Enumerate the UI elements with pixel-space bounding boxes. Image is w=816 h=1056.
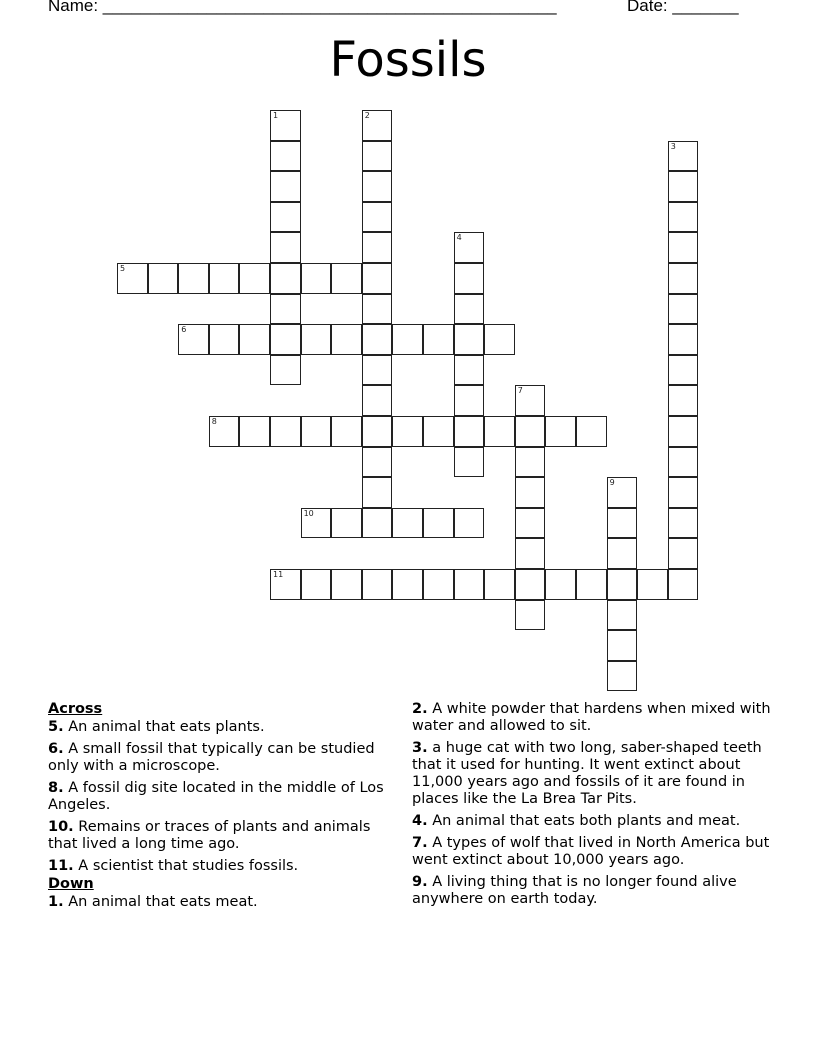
crossword-cell[interactable] <box>607 508 638 539</box>
clue-text: An animal that eats both plants and meat. <box>432 813 741 829</box>
clue-across-11 <box>48 858 393 875</box>
crossword-cell[interactable] <box>515 538 546 569</box>
crossword-cell[interactable] <box>239 263 270 294</box>
crossword-cell[interactable] <box>178 324 209 355</box>
clue-down-9 <box>412 874 772 908</box>
crossword-cell[interactable] <box>270 416 301 447</box>
page-title: Fossils <box>329 32 487 88</box>
cell-number: 4 <box>456 233 462 243</box>
date-field-label: Date: _______ <box>627 0 739 15</box>
crossword-cell[interactable] <box>362 141 393 172</box>
crossword-cell[interactable] <box>668 508 699 539</box>
crossword-cell[interactable] <box>668 569 699 600</box>
crossword-cell[interactable] <box>607 477 638 508</box>
crossword-cell[interactable] <box>239 324 270 355</box>
crossword-cell[interactable] <box>331 569 362 600</box>
clues-left-column <box>48 701 393 916</box>
clue-number: 9. <box>412 874 428 890</box>
crossword-cell[interactable] <box>209 416 240 447</box>
crossword-cell[interactable] <box>637 569 668 600</box>
crossword-cell[interactable] <box>607 630 638 661</box>
crossword-cell[interactable] <box>362 324 393 355</box>
crossword-cell[interactable] <box>515 600 546 631</box>
crossword-cell[interactable] <box>270 294 301 325</box>
clue-across-6 <box>48 741 393 775</box>
crossword-cell[interactable] <box>270 355 301 386</box>
crossword-cell[interactable] <box>668 141 699 172</box>
clue-number: 5. <box>48 719 64 735</box>
crossword-cell[interactable] <box>607 661 638 692</box>
cell-number: 10 <box>303 508 314 518</box>
crossword-cell[interactable] <box>484 569 515 600</box>
name-field-label: Name: ________________________________________________ <box>48 0 557 15</box>
crossword-cell[interactable] <box>362 232 393 263</box>
clue-text: A small fossil that typically can be studied only with a microscope. <box>48 741 375 774</box>
clue-number: 1. <box>48 894 64 910</box>
clue-number: 2. <box>412 701 428 717</box>
crossword-cell[interactable] <box>301 569 332 600</box>
crossword-cell[interactable] <box>270 263 301 294</box>
crossword-cell[interactable] <box>668 416 699 447</box>
crossword-cell[interactable] <box>484 324 515 355</box>
crossword-cell[interactable] <box>545 569 576 600</box>
clue-across-10 <box>48 819 393 853</box>
crossword-cell[interactable] <box>148 263 179 294</box>
crossword-cell[interactable] <box>331 263 362 294</box>
crossword-cell[interactable] <box>392 569 423 600</box>
cell-number: 11 <box>273 570 284 579</box>
crossword-cell[interactable] <box>362 355 393 386</box>
crossword-cell[interactable] <box>515 447 546 478</box>
clue-number: 4. <box>412 813 428 829</box>
crossword-cell[interactable] <box>392 324 423 355</box>
crossword-cell[interactable] <box>362 171 393 202</box>
crossword-cell[interactable] <box>668 385 699 416</box>
crossword-cell[interactable] <box>668 263 699 294</box>
crossword-cell[interactable] <box>576 416 607 447</box>
clue-number: 11. <box>48 858 74 874</box>
crossword-cell[interactable] <box>362 569 393 600</box>
crossword-cell[interactable] <box>668 355 699 386</box>
crossword-cell[interactable] <box>484 416 515 447</box>
crossword-cell[interactable] <box>362 447 393 478</box>
crossword-cell[interactable] <box>454 355 485 386</box>
clue-across-5 <box>48 719 393 736</box>
crossword-cell[interactable] <box>270 171 301 202</box>
crossword-cell[interactable] <box>515 477 546 508</box>
crossword-cell[interactable] <box>117 263 148 294</box>
clue-down-2 <box>412 701 772 735</box>
crossword-cell[interactable] <box>454 263 485 294</box>
crossword-cell[interactable] <box>331 508 362 539</box>
crossword-cell[interactable] <box>423 416 454 447</box>
crossword-cell[interactable] <box>607 569 638 600</box>
clue-number: 7. <box>412 835 428 851</box>
crossword-cell[interactable] <box>515 569 546 600</box>
crossword-cell[interactable] <box>301 416 332 447</box>
crossword-cell[interactable] <box>301 324 332 355</box>
crossword-cell[interactable] <box>301 263 332 294</box>
crossword-cell[interactable] <box>392 416 423 447</box>
crossword-cell[interactable] <box>668 477 699 508</box>
clue-text: A fossil dig site located in the middle of Los Angeles. <box>48 780 384 813</box>
clue-number: 3. <box>412 740 428 756</box>
crossword-cell[interactable] <box>515 385 546 416</box>
crossword-cell[interactable] <box>209 263 240 294</box>
crossword-cell[interactable] <box>392 508 423 539</box>
clue-across-8 <box>48 780 393 814</box>
cell-number: 1 <box>273 111 279 120</box>
crossword-cell[interactable] <box>515 416 546 447</box>
crossword-cell[interactable] <box>668 171 699 202</box>
crossword-cell[interactable] <box>454 447 485 478</box>
crossword-cell[interactable] <box>270 202 301 233</box>
crossword-cell[interactable] <box>362 508 393 539</box>
crossword-cell[interactable] <box>423 324 454 355</box>
clue-text: An animal that eats meat. <box>68 894 258 910</box>
clue-text: a huge cat with two long, saber-shaped teeth that it used for hunting. It went extinct about 11,000 years ago and fossils of it are found in places like the La Brea Tar Pits. <box>412 740 762 807</box>
crossword-cell[interactable] <box>515 508 546 539</box>
clue-text: A white powder that hardens when mixed with water and allowed to sit. <box>412 701 771 734</box>
crossword-cell[interactable] <box>331 416 362 447</box>
crossword-cell[interactable] <box>668 324 699 355</box>
cell-number: 7 <box>517 386 523 396</box>
clue-number: 6. <box>48 741 64 757</box>
crossword-cell[interactable] <box>423 569 454 600</box>
clue-text: A types of wolf that lived in North America but went extinct about 10,000 years ago. <box>412 835 770 868</box>
crossword-cell[interactable] <box>454 232 485 263</box>
across-heading: Across <box>48 701 103 717</box>
crossword-cell[interactable] <box>301 508 332 539</box>
crossword-cell[interactable] <box>454 416 485 447</box>
crossword-cell[interactable] <box>668 538 699 569</box>
clue-down-4 <box>412 813 772 830</box>
clue-text: An animal that eats plants. <box>68 719 265 735</box>
crossword-cell[interactable] <box>178 263 209 294</box>
crossword-cell[interactable] <box>668 232 699 263</box>
crossword-cell[interactable] <box>239 416 270 447</box>
crossword-cell[interactable] <box>362 477 393 508</box>
down-heading: Down <box>48 876 94 892</box>
clue-number: 8. <box>48 780 64 796</box>
crossword-cell[interactable] <box>454 508 485 539</box>
crossword-cell[interactable] <box>423 508 454 539</box>
cell-number: 2 <box>364 111 370 120</box>
crossword-cell[interactable] <box>668 294 699 325</box>
crossword-cell[interactable] <box>454 324 485 355</box>
crossword-cell[interactable] <box>209 324 240 355</box>
crossword-cell[interactable] <box>545 416 576 447</box>
crossword-cell[interactable] <box>607 600 638 631</box>
clue-text: A scientist that studies fossils. <box>78 858 299 874</box>
crossword-cell[interactable] <box>607 538 638 569</box>
cell-number: 9 <box>609 478 615 488</box>
crossword-cell[interactable] <box>270 232 301 263</box>
crossword-cell[interactable] <box>362 202 393 233</box>
crossword-cell[interactable] <box>454 294 485 325</box>
cell-number: 6 <box>181 325 187 335</box>
crossword-cell[interactable] <box>270 110 301 141</box>
crossword-cell[interactable] <box>270 141 301 172</box>
crossword-cell[interactable] <box>362 263 393 294</box>
crossword-cell[interactable] <box>362 294 393 325</box>
crossword-cell[interactable] <box>454 385 485 416</box>
clue-down-3 <box>412 740 772 808</box>
clue-number: 10. <box>48 819 74 835</box>
crossword-cell[interactable] <box>454 569 485 600</box>
crossword-cell[interactable] <box>668 202 699 233</box>
crossword-cell[interactable] <box>362 416 393 447</box>
clues-right-column <box>412 701 772 913</box>
clue-down-1 <box>48 894 393 911</box>
cell-number: 5 <box>120 264 126 273</box>
crossword-cell[interactable] <box>331 324 362 355</box>
cell-number: 8 <box>211 417 217 426</box>
crossword-cell[interactable] <box>668 447 699 478</box>
crossword-cell[interactable] <box>362 385 393 416</box>
crossword-cell[interactable] <box>576 569 607 600</box>
clue-text: A living thing that is no longer found alive anywhere on earth today. <box>412 874 737 907</box>
crossword-cell[interactable] <box>270 324 301 355</box>
cell-number: 3 <box>670 141 676 151</box>
crossword-cell[interactable] <box>362 110 393 141</box>
clue-text: Remains or traces of plants and animals that lived a long time ago. <box>48 819 371 852</box>
crossword-cell[interactable] <box>270 569 301 600</box>
clue-down-7 <box>412 835 772 869</box>
